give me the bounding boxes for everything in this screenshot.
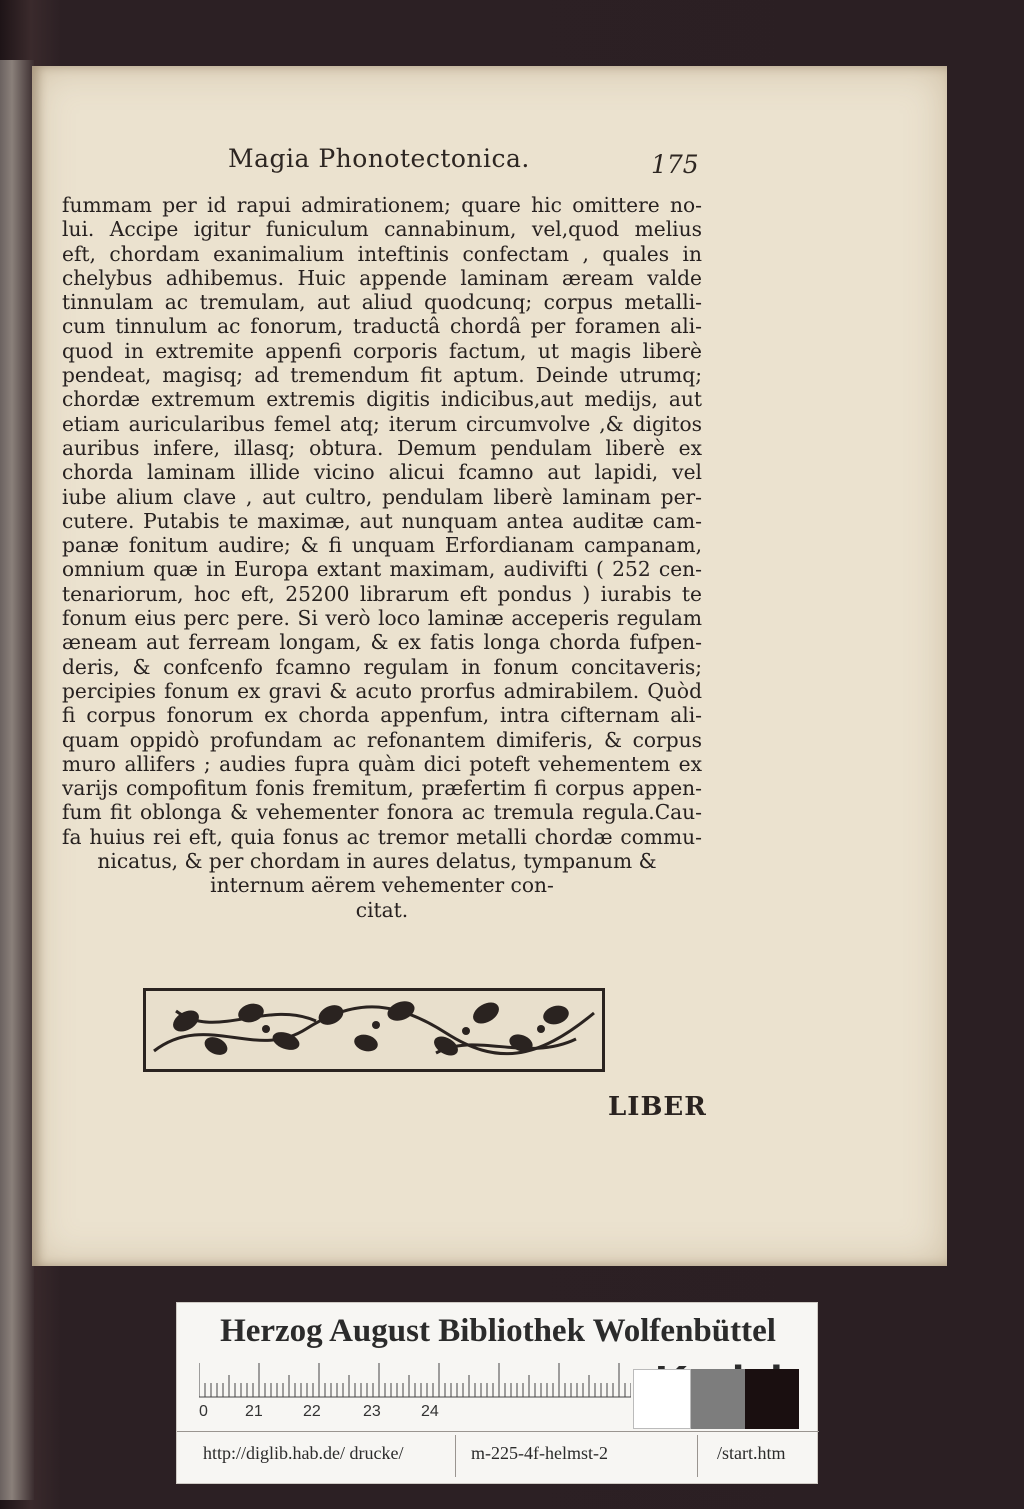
text-line: cum tinnulum ac fonorum, traductâ chordâ per foramen ali- (62, 314, 702, 339)
card-divider (177, 1431, 819, 1432)
ruler-numbers (199, 1403, 631, 1423)
library-name: Herzog August Bibliothek Wolfenbüttel (220, 1313, 776, 1349)
ruler-scale-icon (199, 1359, 631, 1403)
url-part: m-225-4f-helmst-2 (471, 1443, 608, 1463)
text-line: chelybus adhibemus. Huic appende laminam æream valde (62, 265, 702, 290)
text-line: varijs compofitum fonis fremitum, præfertim fi corpus appen- (62, 776, 702, 801)
card-divider (697, 1435, 698, 1477)
text-line: muro allifers ; audies fupra quàm dici poteft vehementem ex (62, 751, 702, 776)
text-line: fonum eius perc pere. Si verò loco laminæ acceperis regulam (62, 606, 702, 631)
text-line: panæ fonitum audire; & fi unquam Erfordianam campanam, (62, 533, 702, 558)
text-line: iube alium clave , aut cultro, pendulam liberè laminam per- (62, 484, 702, 509)
text-line: deris, & confcenfo fcamno regulam in fonum concitaveris; (62, 654, 702, 679)
text-line: quod in extremite appenfi corporis factum, ut magis liberè (62, 338, 702, 363)
text-line: tinnulam ac tremulam, aut aliud quodcunq; corpus metalli- (62, 290, 702, 315)
text-line: cutere. Putabis te maximæ, aut nunquam antea auditæ cam- (62, 508, 702, 533)
library-scale-card (176, 1302, 818, 1484)
gray-swatch-black (745, 1369, 799, 1429)
text-line: quam oppidò profundam ac refonantem dimiferis, & corpus (62, 727, 702, 752)
gray-swatch-white (633, 1369, 691, 1429)
text-line: omnium quæ in Europa extant maximam, audivifti ( 252 cen- (62, 557, 702, 582)
text-line: fummam per id rapui admirationem; quare hic omittere no- (62, 193, 702, 217)
card-divider (455, 1435, 456, 1477)
ruler-number: 21 (245, 1403, 263, 1420)
ruler-number: 23 (363, 1403, 381, 1420)
text-line: etiam auricularibus femel atq; iterum circumvolve ,& digitos (62, 411, 702, 436)
body-text (62, 193, 702, 922)
text-line: tenariorum, hoc eft, 25200 librarum eft pondus ) iurabis te (62, 581, 702, 606)
text-line: chordæ extremum extremis digitis indicibus,aut medijs, aut (62, 387, 702, 412)
text-line: chorda laminam illide vicino alicui fcamno aut lapidi, vel (62, 460, 702, 485)
ruler-number: 0 (199, 1403, 208, 1420)
text-line: fi corpus fonorum ex chorda appenfum, intra cifternam ali- (62, 703, 702, 728)
adjacent-page-edge (0, 60, 34, 1500)
text-line: fum fit oblonga & vehementer fonora ac tremula regula.Cau- (62, 800, 702, 825)
url-part: /start.htm (717, 1443, 786, 1463)
text-line: fa huius rei eft, quia fonus ac tremor metalli chordæ commu- (62, 824, 702, 849)
closing-line: internum aërem vehementer con- (210, 873, 554, 898)
vine-ornament-icon (146, 991, 602, 1069)
catchword: LIBER (608, 1092, 707, 1122)
closing-line: nicatus, & per chordam in aures delatus, tympanum & (97, 849, 657, 874)
page-number: 175 (651, 150, 699, 179)
url-part: http://diglib.hab.de/ drucke/ (203, 1443, 404, 1463)
text-line: percipies fonum ex gravi & acuto prorfus admirabilem. Quòd (62, 678, 702, 703)
floral-ornament-band (143, 988, 605, 1072)
text-line: eft, chordam exanimalium inteftinis confectam , quales in (62, 241, 702, 266)
ruler-number: 22 (303, 1403, 321, 1420)
text-line: auribus infere, illasq; obtura. Demum pendulam liberè ex (62, 435, 702, 460)
ruler-number: 24 (421, 1403, 439, 1420)
text-line: pendeat, magisq; ad tremendum fit aptum. Deinde utrumq; (62, 363, 702, 388)
text-line: æneam aut ferream longam, & ex fatis longa chorda fufpen- (62, 630, 702, 655)
text-line: lui. Accipe igitur funiculum cannabinum, vel,quod melius (62, 217, 702, 242)
gray-swatch-mid (691, 1369, 745, 1429)
running-head: Magia Phonotectonica. (228, 144, 530, 173)
closing-line: citat. (355, 897, 409, 922)
